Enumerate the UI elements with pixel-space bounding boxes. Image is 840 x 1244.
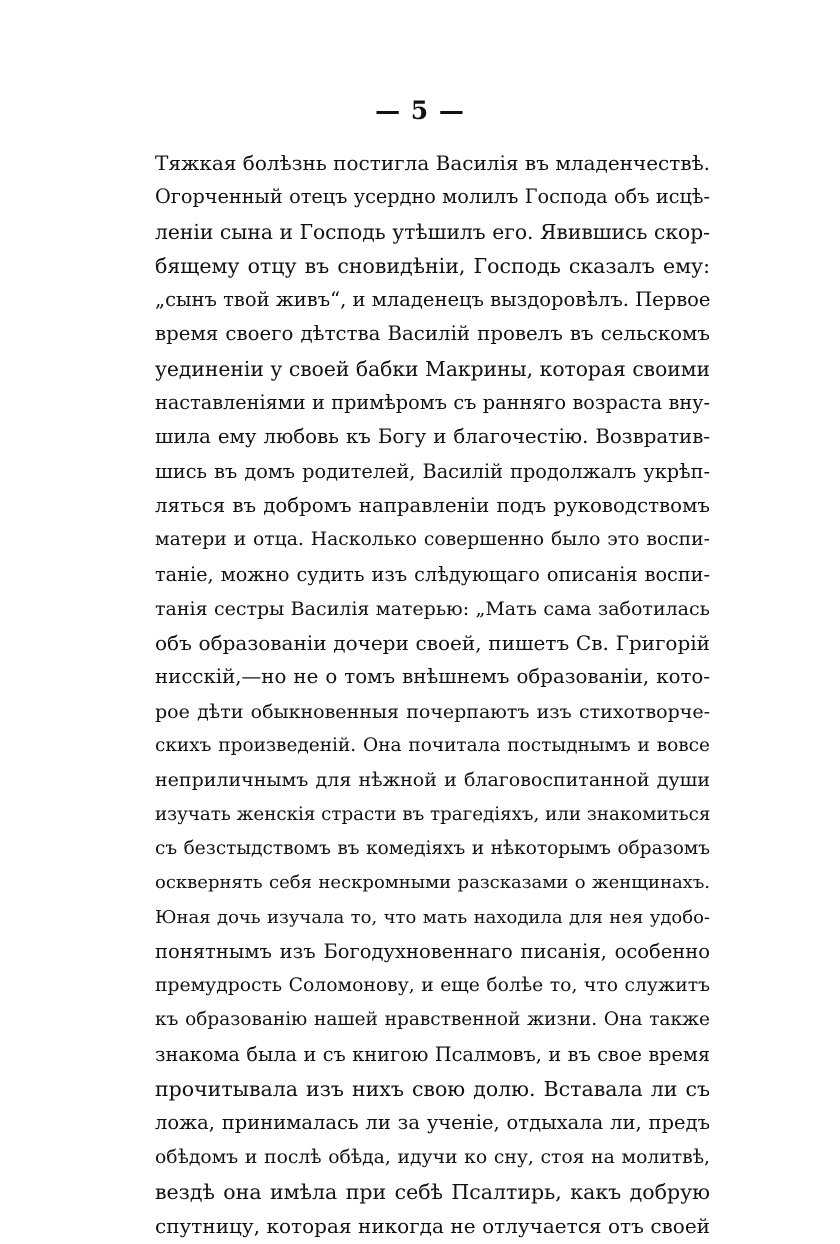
text-line: ляться въ добромъ направленіи подъ руководствомъ: [155, 493, 710, 517]
body-text: [155, 146, 710, 1244]
text-line: къ образованію нашей нравственной жизни. Она также: [155, 1009, 710, 1031]
text-line: объ образованіи дочери своей, пишетъ Св. Григорій: [155, 631, 710, 656]
text-line: таніе, можно судить изъ слѣдующаго описанія воспи-: [155, 562, 710, 586]
text-line: бящему отцу въ сновидѣніи, Господь сказалъ ему:: [155, 253, 710, 278]
text-line: рое дѣти обыкновенныя почерпаютъ изъ стихотворче-: [155, 700, 710, 723]
text-line: наставленіями и примѣромъ съ ранняго возраста вну-: [155, 391, 710, 415]
text-line: премудрость Соломонову, и еще болѣе то, что служитъ: [155, 975, 710, 997]
text-line: леніи сына и Господь утѣшилъ его. Явившись скор-: [155, 219, 710, 244]
text-line: уединеніи у своей бабки Макрины, которая своими: [155, 356, 710, 381]
text-line: неприличнымъ для нѣжной и благовоспитанной души: [155, 769, 710, 792]
text-line: Тяжкая болѣзнь постигла Василія въ младенчествѣ.: [155, 151, 710, 175]
text-line: прочитывала изъ нихъ свою долю. Вставала ли съ: [155, 1077, 710, 1102]
text-line: матери и отца. Насколько совершенно было это воспи-: [155, 529, 710, 551]
text-line: понятнымъ изъ Богодухновеннаго писанія, особенно: [155, 939, 710, 963]
text-line: обѣдомъ и послѣ обѣда, идучи ко сну, стоя на молитвѣ,: [155, 1146, 710, 1168]
text-line: шись въ домъ родителей, Василій продолжалъ укрѣп-: [155, 459, 710, 483]
text-line: съ безстыдствомъ въ комедіяхъ и нѣкоторымъ образомъ: [155, 837, 710, 859]
text-line: шила ему любовь къ Богу и благочестію. Возвратив-: [155, 425, 710, 449]
text-line: Огорченный отецъ усердно молилъ Господа объ исцѣ-: [155, 185, 710, 209]
text-line: танія сестры Василія матерью: „Мать сама заботилась: [155, 597, 710, 620]
text-line: нисскій,—но не о томъ внѣшнемъ образованіи, кото-: [155, 665, 710, 689]
text-line: осквернять себя нескромными разсказами о женщинахъ.: [155, 872, 710, 894]
text-line: изучать женскія страсти въ трагедіяхъ, или знакомиться: [155, 803, 710, 825]
text-line: спутницу, которая никогда не отлучается отъ своей: [155, 1214, 710, 1239]
text-line: скихъ произведеній. Она почитала постыднымъ и вовсе: [155, 735, 710, 757]
text-line: знакома была и съ книгою Псалмовъ, и въ свое время: [155, 1042, 710, 1066]
text-line: вездѣ она имѣла при себѣ Псалтирь, какъ добрую: [155, 1179, 710, 1204]
page-number: — 5 —: [375, 96, 465, 125]
text-line: время своего дѣтства Василій провелъ въ сельскомъ: [155, 322, 710, 346]
text-line: „сынъ твой живъ“, и младенецъ выздоровѣлъ. Первое: [155, 288, 710, 312]
text-line: ложа, принималась ли за ученіе, отдыхала ли, предъ: [155, 1111, 710, 1135]
text-line: Юная дочь изучала то, что мать находила для нея удобо-: [155, 906, 710, 928]
